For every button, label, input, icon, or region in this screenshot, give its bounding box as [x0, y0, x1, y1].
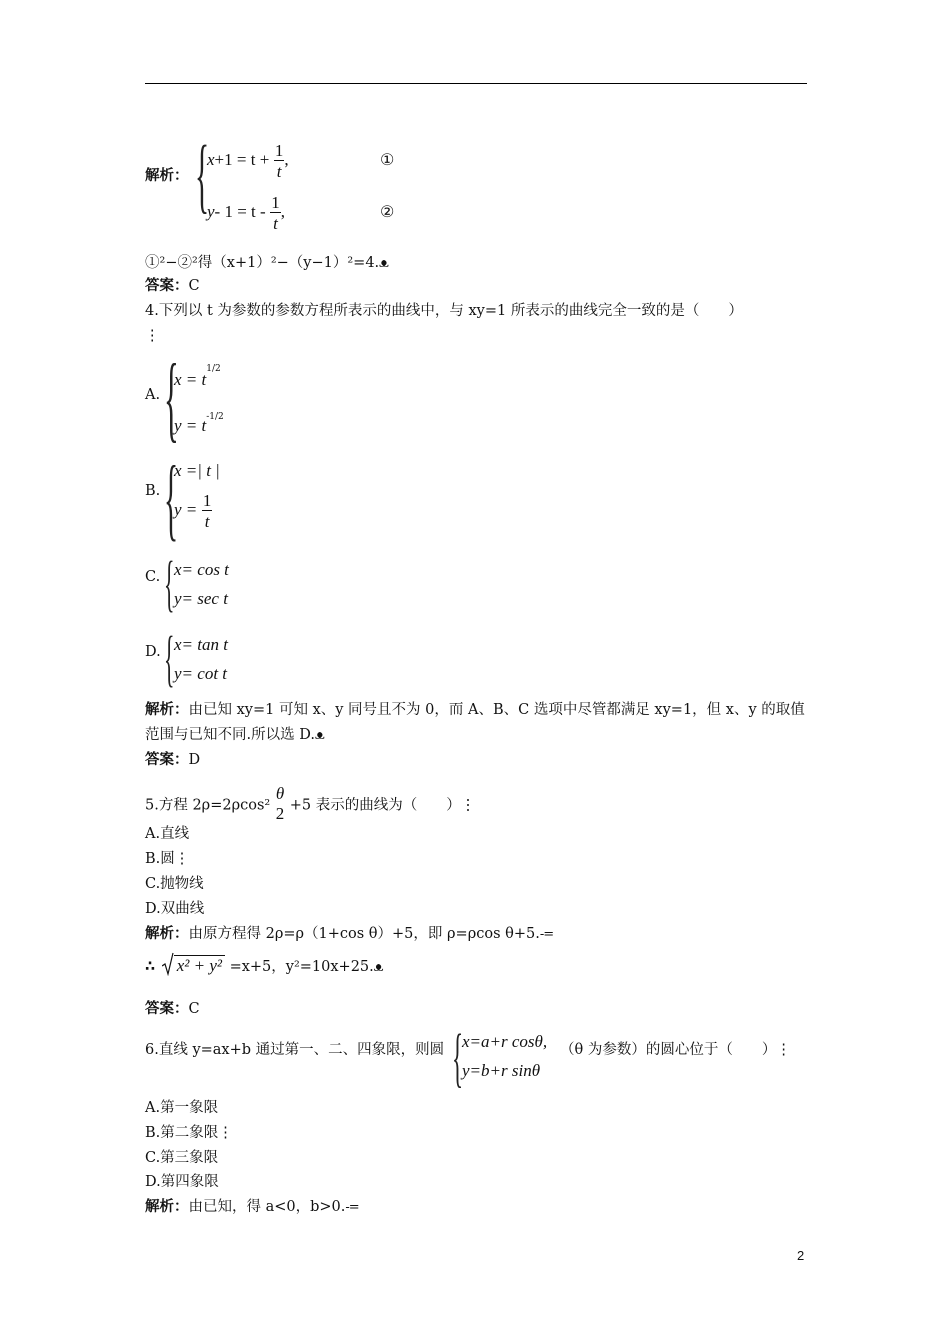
- q4-option-c-label: C.: [145, 569, 161, 585]
- q6-brace: {: [452, 1021, 464, 1094]
- q4-analysis-line2: 范围与已知不同.所以选 D.ᴥ: [145, 727, 324, 743]
- q4-option-a-label: A.: [145, 387, 161, 403]
- q3-eq2: y- 1 = t - $\frac{1}{t}$ ,: [207, 193, 286, 233]
- q6-option-c: C.第三象限: [145, 1150, 219, 1166]
- q4-analysis-line1: 解析：由已知 xy=1 可知 x、y 同号且不为 0，而 A、B、C 选项中尽管都满足 xy=1，但 x、y 的取值: [145, 702, 805, 718]
- q4-option-a-line2: $y = t^{-1/2}$: [174, 412, 224, 435]
- q4-option-d-label: D.: [145, 644, 161, 660]
- q3-eq1-mark: ①: [380, 150, 395, 169]
- q4-option-b-line1: x =| t |: [174, 461, 220, 480]
- q5-option-c: C.抛物线: [145, 876, 204, 892]
- q5-option-d: D.双曲线: [145, 901, 205, 917]
- q5-analysis-line1: 解析：由原方程得 2ρ=ρ（1+cos θ）+5，即 ρ=ρcos θ+5.-=: [145, 926, 554, 942]
- q4-stem-tail: ⋮: [145, 328, 160, 344]
- q4-stem: 4.下列以 t 为参数的参数方程所表示的曲线中，与 xy=1 所表示的曲线完全一致的是（ ）: [145, 303, 743, 319]
- q3-answer: 答案：C: [145, 278, 200, 294]
- q5-option-b: B.圆⋮: [145, 851, 190, 867]
- q5-answer: 答案：C: [145, 1001, 200, 1017]
- header-rule: [145, 83, 807, 84]
- q3-eq2-mark: ②: [380, 202, 395, 221]
- q4-option-c-line2: y= sec t: [174, 589, 228, 608]
- q4-option-d-line1: x= tan t: [174, 635, 228, 654]
- q5-analysis-line2: ∴ x² + y² =x+5，y²=10x+25.ᴥ: [145, 956, 382, 978]
- q5-stem: 5.方程 2ρ=2ρcos² θ 2 +5 表示的曲线为（ ）⋮: [145, 784, 476, 823]
- q4-option-d-line2: y= cot t: [174, 664, 228, 683]
- q3-eq1: x+1 = t + $\frac{1}{t}$ ,: [207, 141, 289, 181]
- q4-option-c-line1: x= cos t: [174, 560, 229, 579]
- q4-answer: 答案：D: [145, 752, 201, 768]
- q6-option-b: B.第二象限⋮: [145, 1125, 233, 1141]
- q4-option-b-label: B.: [145, 483, 161, 499]
- sqrt-expression: x² + y²: [162, 956, 225, 977]
- q4-option-c-brace: {: [164, 550, 175, 618]
- q4-option-b-brace: {: [164, 447, 179, 549]
- q4-option-b-line2: y = $\frac{1}{t}$: [174, 491, 212, 531]
- q6-stem-pre: 6.直线 y=ax+b 通过第一、二、四象限，则圆: [145, 1042, 445, 1058]
- page-number: 2: [797, 1248, 805, 1263]
- q6-system-line2: y=b+r sinθ: [462, 1061, 541, 1080]
- q6-system-line1: x=a+r cosθ,: [462, 1032, 548, 1051]
- q6-analysis: 解析：由已知，得 a<0，b>0.-=: [145, 1199, 359, 1215]
- q4-option-a-brace: {: [164, 344, 179, 451]
- q6-option-a: A.第一象限: [145, 1100, 219, 1116]
- sqrt-sign-icon: [162, 952, 174, 976]
- q4-option-a-line1: $x = t^{1/2}$: [174, 364, 221, 389]
- q6-stem-post: （θ 为参数）的圆心位于（ ）⋮: [560, 1042, 791, 1058]
- q3-brace: {: [195, 129, 210, 222]
- q3-analysis-label: 解析：: [145, 168, 189, 184]
- q3-derivation: ①²−②²得（x+1）²−（y−1）²=4.ᴥ: [145, 255, 388, 271]
- q6-option-d: D.第四象限: [145, 1174, 219, 1190]
- q5-option-a: A.直线: [145, 826, 190, 842]
- q4-option-d-brace: {: [164, 625, 175, 693]
